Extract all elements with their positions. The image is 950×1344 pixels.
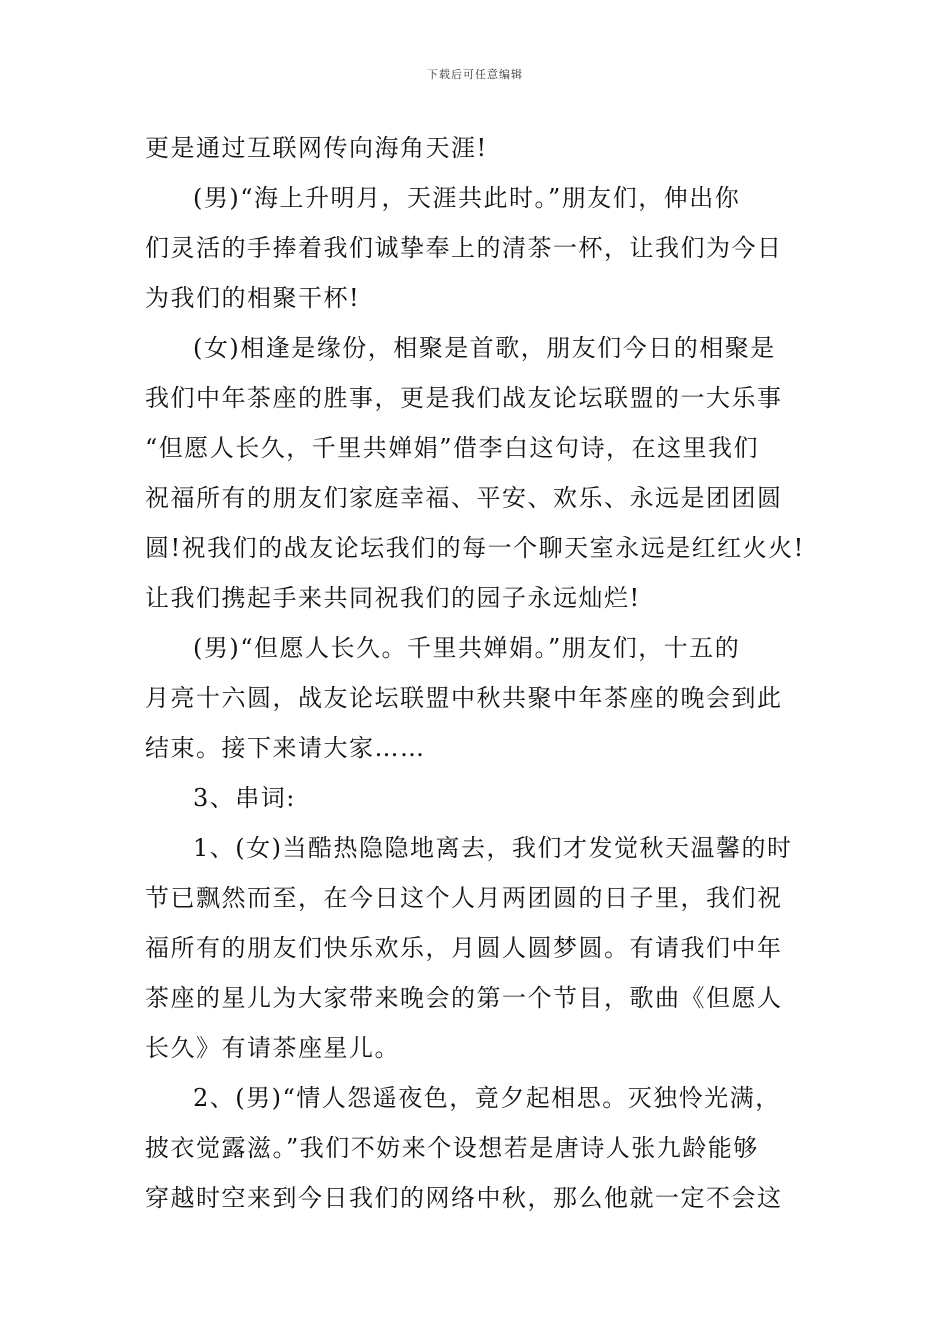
body-text-line: 我们中年茶座的胜事，更是我们战友论坛联盟的一大乐事	[145, 384, 783, 412]
section-heading: 3、串词:	[193, 784, 296, 812]
body-text-line: (男)“海上升明月，天涯共此时。”朋友们，伸出你	[193, 184, 741, 212]
body-text-line: 福所有的朋友们快乐欢乐，月圆人圆梦圆。有请我们中年	[145, 934, 783, 962]
body-text-line: 月亮十六圆，战友论坛联盟中秋共聚中年茶座的晚会到此	[145, 684, 783, 712]
body-text-line: (女)相逢是缘份，相聚是首歌，朋友们今日的相聚是	[193, 334, 776, 362]
body-text-line: 2、(男)“情人怨遥夜色，竟夕起相思。灭独怜光满，	[193, 1084, 781, 1112]
body-text-line: 1、(女)当酷热隐隐地离去，我们才发觉秋天温馨的时	[193, 834, 793, 862]
body-text-line: 们灵活的手捧着我们诚挚奉上的清茶一杯，让我们为今日	[145, 234, 783, 262]
body-text-line: 圆!祝我们的战友论坛我们的每一个聊天室永远是红红火火!	[145, 534, 805, 562]
body-text-line: 穿越时空来到今日我们的网络中秋，那么他就一定不会这	[145, 1184, 783, 1212]
body-text-line: 更是通过互联网传向海角天涯!	[145, 134, 488, 162]
body-text-line: (男)“但愿人长久。千里共婵娟。”朋友们，十五的	[193, 634, 741, 662]
body-text-line: 让我们携起手来共同祝我们的园子永远灿烂!	[145, 584, 641, 612]
body-text-line: 节已飘然而至，在今日这个人月两团圆的日子里，我们祝	[145, 884, 783, 912]
body-text-line: 为我们的相聚干杯!	[145, 284, 361, 312]
body-text-line: 长久》有请茶座星儿。	[145, 1034, 400, 1062]
body-text-line: 祝福所有的朋友们家庭幸福、平安、欢乐、永远是团团圆	[145, 484, 783, 512]
body-text-line: 结束。接下来请大家……	[145, 734, 426, 762]
body-text-line: “但愿人长久，千里共婵娟”借李白这句诗，在这里我们	[145, 434, 760, 462]
body-text-line: 披衣觉露滋。”我们不妨来个设想若是唐诗人张九龄能够	[145, 1134, 759, 1162]
body-text-line: 茶座的星儿为大家带来晚会的第一个节目，歌曲《但愿人	[145, 984, 783, 1012]
page-header-note: 下载后可任意编辑	[427, 68, 523, 81]
